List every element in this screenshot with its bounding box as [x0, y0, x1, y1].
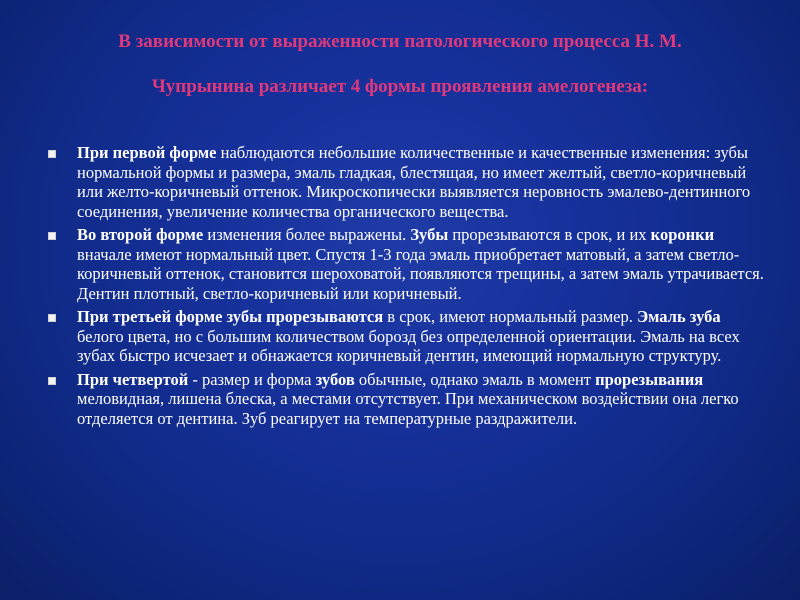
bullet-1-segment-1: При первой форме: [77, 143, 217, 162]
bullet-item-third-form: [44, 307, 764, 366]
slide-title-line-1: В зависимости от выраженности патологического процесса Н. М.: [118, 31, 682, 52]
bullet-3-segment-2: в срок, имеют нормальный размер.: [383, 307, 637, 326]
square-bullet-icon: [48, 150, 56, 158]
bullet-1-segment-2: наблюдаются небольшие количественные и качественные изменения: зубы нормальной формы и размера, эмаль гладкая, блестящая, но имеет желтый, светло-коричневый или желто-коричневый оттенок. Микроскопически выявляется неровность эмалево-дентинного соединения, увеличение количества органического вещества.: [77, 143, 751, 221]
square-bullet-icon: [48, 314, 56, 322]
slide-content: [44, 143, 764, 432]
bullet-3-segment-4: белого цвета, но с большим количеством борозд без определенной ориентации. Эмаль на всех зубах быстро исчезает и обнажается коричневый дентин, имеющий нормальную структуру.: [77, 326, 740, 365]
bullet-2-segment-1: Во второй форме: [77, 225, 204, 244]
square-bullet-icon: [48, 377, 56, 385]
bullet-item-fourth-form: [44, 370, 764, 429]
bullet-3-segment-1: При третьей форме зубы прорезываются: [77, 307, 384, 326]
slide-title-line-2: Чупрынина различает 4 формы проявления амелогенеза:: [151, 75, 649, 97]
bullet-list: [44, 143, 764, 428]
bullet-4-segment-6: меловидная, лишена блеска, а местами отсутствует. При механическом воздействии она легко отделяется от дентина. Зуб реагирует на температурные раздражители.: [77, 389, 739, 428]
bullet-3-segment-3: Эмаль зуба: [636, 307, 721, 326]
bullet-item-first-form: [44, 143, 764, 221]
bullet-4-segment-3: зубов: [315, 369, 355, 389]
bullet-2-segment-2: изменения более выражены.: [203, 225, 411, 244]
bullet-4-segment-1: При четвертой: [77, 369, 189, 389]
square-bullet-icon: [48, 232, 56, 240]
bullet-item-second-form: [44, 225, 764, 303]
bullet-2-segment-4: прорезываются в срок, и их: [448, 225, 651, 244]
slide-title: [40, 32, 760, 98]
bullet-4-segment-2: - размер и форма: [188, 369, 316, 389]
bullet-4-segment-4: обычные, однако эмаль в момент: [354, 369, 596, 389]
bullet-2-segment-5: коронки: [650, 225, 715, 244]
bullet-2-segment-6: вначале имеют нормальный цвет. Спустя 1-3 года эмаль приобретает матовый, а затем светло-коричневый оттенок, становится шероховатой, появляются трещины, а затем эмаль утрачивается. Дентин плотный, светло-коричневый или коричневый.: [77, 244, 764, 303]
bullet-4-segment-5: прорезывания: [595, 369, 704, 389]
bullet-2-segment-3: Зубы: [410, 225, 449, 244]
